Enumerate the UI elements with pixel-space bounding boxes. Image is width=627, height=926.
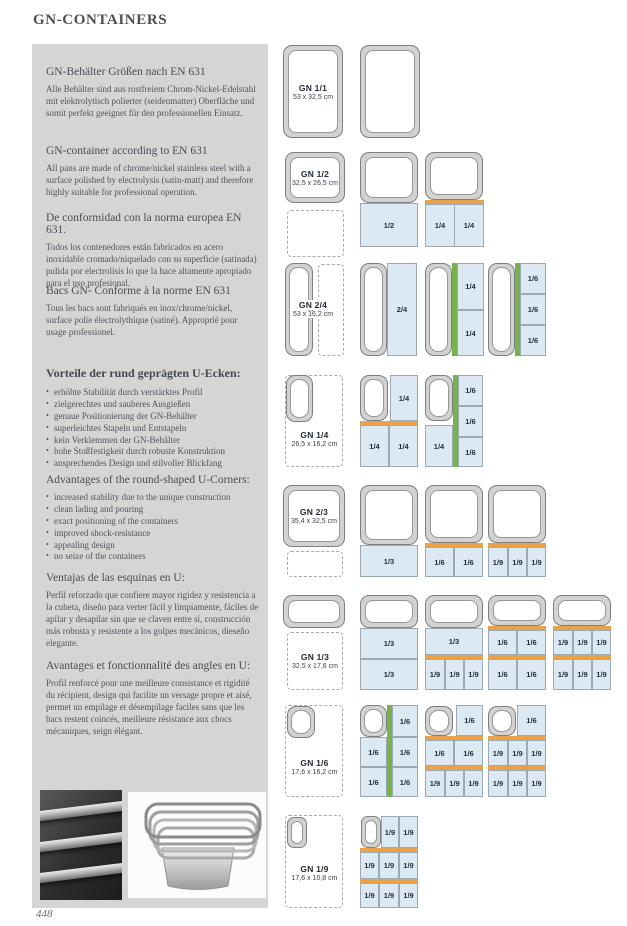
pan-inner [365, 50, 415, 133]
fraction-cell: 1/9 [508, 770, 527, 797]
section-heading-fr: Bacs GN- Conforme à la norme EN 631 [46, 285, 231, 297]
gn-pan [283, 595, 345, 628]
section-body-es: Todos los contenedores están fabricados en acero inoxidable cromado/niquelado con su superficie (satinada) pulida por electrolisis lo que la hace altamente apropiado para el uso profesional. [46, 242, 257, 288]
gn-pan [488, 706, 516, 736]
advantages-list-de [46, 387, 260, 470]
pan-inner [364, 709, 383, 733]
fraction-cell: 1/6 [392, 767, 418, 797]
product-photo-stacked-pans-dark [40, 790, 122, 900]
section-body-en: All pans are made of chrome/nickel stainless steel with a surface polished by electrolysis (satin-matt) and therefore highly suitable for professional operation. [46, 163, 254, 197]
pan-inner [365, 157, 413, 198]
fraction-cell: 1/9 [488, 770, 508, 797]
gn-label-block [289, 648, 341, 674]
gn-size-label: GN 2/3 [299, 507, 329, 517]
gn-dims-label: 32,5 x 26,5 cm [292, 179, 338, 187]
list-item: • clean lading and pouring [46, 504, 260, 516]
fraction-cell: 1/6 [360, 737, 387, 767]
section-heading-es: De conformidad con la norma europea EN 631. [46, 212, 242, 236]
section-heading-de: GN-Behälter Größen nach EN 631 [46, 66, 206, 78]
fraction-cell: 1/6 [517, 659, 546, 690]
fraction-cell: 1/9 [360, 852, 379, 879]
gn-pan [488, 595, 546, 626]
section-heading-en: GN-container according to EN 631 [46, 145, 208, 157]
pan-inner [291, 821, 303, 844]
advantages-heading-de: Vorteile der rund geprägten U-Ecken: [46, 366, 241, 380]
gn-pan [360, 595, 418, 628]
fraction-cell: 1/9 [425, 770, 445, 797]
advantages-es [46, 572, 260, 650]
gn-dims-label: 17,6 x 16,2 cm [291, 769, 338, 776]
fraction-cell: 1/9 [425, 659, 445, 690]
section-de [46, 66, 260, 120]
fraction-cell: 1/4 [390, 375, 418, 421]
advantages-heading-es: Ventajas de las esquinas en U: [46, 572, 185, 584]
list-item: • hohe Stoßfestigkeit durch robuste Konstruktion [46, 446, 260, 458]
list-item: • genaue Positionierung der GN-Behälter [46, 411, 260, 423]
gn-size-label: GN 1/1 [298, 82, 328, 93]
gn-pan [425, 152, 483, 200]
gn-dims-label: 17,6 x 10,8 cm [291, 875, 338, 882]
fraction-cell: 1/4 [454, 204, 484, 247]
fraction-cell: 1/4 [425, 204, 455, 247]
advantages-fr [46, 660, 260, 738]
list-item: • no seize of the containers [46, 551, 260, 563]
advantages-de [46, 366, 260, 470]
fraction-cell: 1/9 [553, 659, 573, 690]
pan-rim [40, 800, 122, 822]
fraction-cell: 1/9 [573, 630, 592, 655]
dashed-outline [287, 551, 343, 577]
fraction-cell: 1/9 [527, 547, 546, 577]
page-title: GN-CONTAINERS [33, 12, 168, 28]
pan-inner [558, 600, 606, 621]
fraction-cell: 1/3 [425, 628, 483, 655]
gn-pan [488, 263, 515, 356]
fraction-cell: 1/3 [360, 659, 418, 690]
pan-inner [493, 600, 541, 621]
orange-divider [488, 626, 546, 630]
green-divider [452, 263, 457, 356]
fraction-cell: 1/2 [360, 203, 418, 247]
gn-pan [361, 816, 381, 848]
orange-divider [425, 543, 483, 547]
fraction-cell: 1/9 [592, 659, 611, 690]
gn-dims-label: 26,5 x 16,2 cm [291, 441, 338, 448]
list-item: • ansprechendes Design und stilvoller Blickfang [46, 458, 260, 470]
gn-pan [360, 705, 387, 737]
gn-pan [283, 45, 343, 138]
list-item: • increased stability due to the unique construction [46, 492, 260, 504]
pan-inner [365, 820, 377, 844]
orange-divider [488, 766, 546, 770]
fraction-cell: 1/9 [445, 659, 464, 690]
orange-divider [488, 655, 546, 659]
fraction-cell: 1/6 [454, 740, 483, 766]
fraction-cell: 1/9 [573, 659, 592, 690]
fraction-cell: 1/4 [360, 425, 389, 467]
gn-size-label: GN 1/2 [300, 168, 330, 179]
fraction-cell: 1/9 [488, 740, 508, 766]
section-en [46, 145, 260, 199]
fraction-cell: 1/6 [458, 406, 483, 437]
orange-divider [425, 200, 484, 204]
gn-pan [360, 375, 388, 421]
fraction-cell: 1/6 [425, 740, 454, 766]
pan-rim [40, 862, 122, 884]
fraction-cell: 1/9 [399, 816, 418, 848]
gn-label-block [287, 858, 342, 888]
gn-pan [553, 595, 611, 626]
fraction-cell: 1/6 [425, 547, 454, 577]
fraction-cell: 1/9 [379, 852, 399, 879]
orange-divider [425, 655, 483, 659]
pan-rim [40, 831, 122, 853]
gn-dims-label: 32,5 x 17,6 cm [292, 663, 338, 670]
green-divider [515, 263, 520, 356]
gn-pan [287, 706, 315, 738]
fraction-cell: 1/9 [464, 770, 483, 797]
section-es [46, 212, 260, 290]
page-number: 448 [36, 908, 53, 920]
fraction-cell: 1/6 [517, 630, 546, 655]
fraction-cell: 1/9 [527, 740, 546, 766]
fraction-cell: 1/9 [488, 547, 508, 577]
gn-pan [425, 485, 483, 543]
fraction-cell: 1/6 [454, 547, 483, 577]
list-item: • kein Verklemmen der GN-Behälter [46, 435, 260, 447]
pan-inner [365, 490, 413, 540]
advantages-list-en [46, 492, 260, 563]
pan-inner [364, 267, 383, 352]
fraction-cell: 1/6 [520, 294, 546, 325]
fraction-cell: 1/6 [392, 737, 418, 767]
gn-dims-label: 35,4 x 32,5 cm [291, 518, 337, 525]
list-item: • zielgerechtes und sauberes Ausgießen [46, 399, 260, 411]
fraction-cell: 1/6 [488, 659, 517, 690]
section-body-de: Alle Behälter sind aus rostfreiem Chrom-Nickel-Edelstahl mit elektrolytisch polierter (seidenmatter) Oberfläche und somit perfekt geeignet für den professionellen Einsatz. [46, 84, 256, 118]
fraction-cell: 1/6 [520, 325, 546, 356]
fraction-cell: 1/6 [520, 263, 546, 294]
stacked-pans-illustration [128, 792, 266, 898]
pan-inner [290, 379, 309, 418]
pan-inner [365, 600, 413, 623]
green-divider [453, 375, 458, 467]
fraction-cell: 1/6 [456, 705, 483, 736]
product-photo-stacked-pans [128, 792, 266, 898]
pan-inner [493, 490, 541, 538]
gn-size-label: GN 1/4 [300, 430, 329, 440]
gn-label-block [280, 296, 346, 322]
fraction-cell: 1/3 [360, 628, 418, 659]
fraction-cell: 1/9 [464, 659, 483, 690]
orange-divider [488, 736, 546, 740]
orange-divider [488, 543, 546, 547]
pan-inner [492, 267, 511, 352]
dashed-outline [287, 210, 344, 257]
fraction-cell: 1/3 [360, 545, 418, 577]
gn-pan [360, 45, 420, 138]
fraction-cell: 1/4 [389, 425, 418, 467]
info-panel [32, 44, 268, 908]
green-divider [387, 705, 392, 797]
gn-size-label: GN 1/9 [300, 864, 329, 874]
advantages-body-fr: Profil renforcé pour une meilleure consistance et rigidité du récipient, design qui facilite un versage propre et aisé, permet un empilage et désempilage faciles sans que les bacs restent coincés, meilleure résistance aux chocs mécaniques, seign élégant. [46, 678, 252, 736]
gn-label-block [287, 424, 342, 454]
fraction-cell: 1/9 [360, 883, 379, 908]
orange-divider [360, 421, 418, 425]
pan-inner [288, 600, 340, 623]
orange-divider [360, 848, 418, 852]
gn-pan [425, 706, 453, 736]
orange-divider [425, 766, 483, 770]
fraction-cell: 1/6 [392, 705, 418, 737]
fraction-cell: 1/9 [399, 883, 418, 908]
pan-inner [291, 710, 311, 734]
advantages-heading-en: Advantages of the round-shaped U-Corners: [46, 474, 250, 486]
gn-pan [425, 263, 452, 356]
list-item: • erhöhte Stabilität durch verstärktes Profil [46, 387, 260, 399]
fraction-cell: 1/9 [399, 852, 418, 879]
fraction-cell: 1/9 [553, 630, 573, 655]
fraction-cell: 1/9 [445, 770, 464, 797]
fraction-cell: 2/4 [387, 263, 417, 356]
pan-inner [430, 157, 478, 195]
list-item: • appealing design [46, 540, 260, 552]
orange-divider [425, 736, 483, 740]
list-item: • improved shock-resistance [46, 528, 260, 540]
fraction-cell: 1/9 [508, 740, 527, 766]
pan-inner [429, 267, 448, 352]
fraction-cell: 1/6 [360, 767, 387, 797]
gn-pan [425, 595, 483, 628]
fraction-cell: 1/9 [508, 547, 527, 577]
gn-pan [488, 485, 546, 543]
fraction-cell: 1/6 [458, 375, 483, 406]
fraction-cell: 1/4 [457, 263, 484, 310]
fraction-cell: 1/9 [527, 770, 546, 797]
fraction-cell: 1/9 [592, 630, 611, 655]
section-body-fr: Tous les bacs sont fabriqués en inox/chrome/nickel, surface polie électrolythique (satiné). Approprié pour usage professionel. [46, 303, 238, 337]
fraction-cell: 1/4 [425, 425, 453, 467]
gn-dims-label: 53 x 16,2 cm [292, 311, 334, 318]
advantages-heading-fr: Avantages et fonctionnalité des angles en U: [46, 660, 251, 672]
list-item: • superleichtes Stapeln und Entstapeln [46, 423, 260, 435]
gn-label-block [287, 752, 342, 782]
gn-size-label: GN 1/3 [300, 652, 330, 662]
pan-inner [430, 600, 478, 623]
advantages-body-es: Perfil reforzado que confiere mayor rigidez y resistencia a la cubeta, diseño para verter fácil y limpiamente, fáciles de apilar y desapilar sin que se claven entre sí, construcción más robusta y resistente a los golpes mecánicos, dieseño elegante. [46, 590, 259, 648]
gn-dims-label: 53 x 32,5 cm [292, 93, 334, 101]
pan-inner [492, 710, 512, 732]
fraction-cell: 1/4 [457, 310, 484, 356]
fraction-cell: 1/6 [458, 437, 483, 467]
fraction-cell: 1/9 [381, 816, 399, 848]
fraction-cell: 1/6 [488, 630, 517, 655]
pan-inner [430, 490, 478, 538]
gn-pan [360, 263, 387, 356]
orange-divider [553, 626, 611, 630]
fraction-cell: 1/6 [517, 705, 546, 736]
advantages-en [46, 474, 260, 563]
list-item: • exact positioning of the containers [46, 516, 260, 528]
pan-inner [429, 379, 449, 417]
orange-divider [360, 879, 418, 883]
gn-pan [425, 375, 453, 421]
pan-inner [364, 379, 384, 417]
gn-pan [360, 485, 418, 545]
section-fr [46, 285, 260, 339]
gn-size-label: GN 1/6 [300, 758, 329, 768]
gn-pan [286, 375, 313, 422]
gn-pan [360, 152, 418, 203]
gn-pan [287, 817, 307, 848]
pan-inner [429, 710, 449, 732]
gn-pan [283, 485, 345, 547]
orange-divider [553, 655, 611, 659]
gn-size-label: GN 2/4 [298, 300, 328, 310]
fraction-cell: 1/9 [379, 883, 399, 908]
gn-pan [285, 152, 345, 203]
